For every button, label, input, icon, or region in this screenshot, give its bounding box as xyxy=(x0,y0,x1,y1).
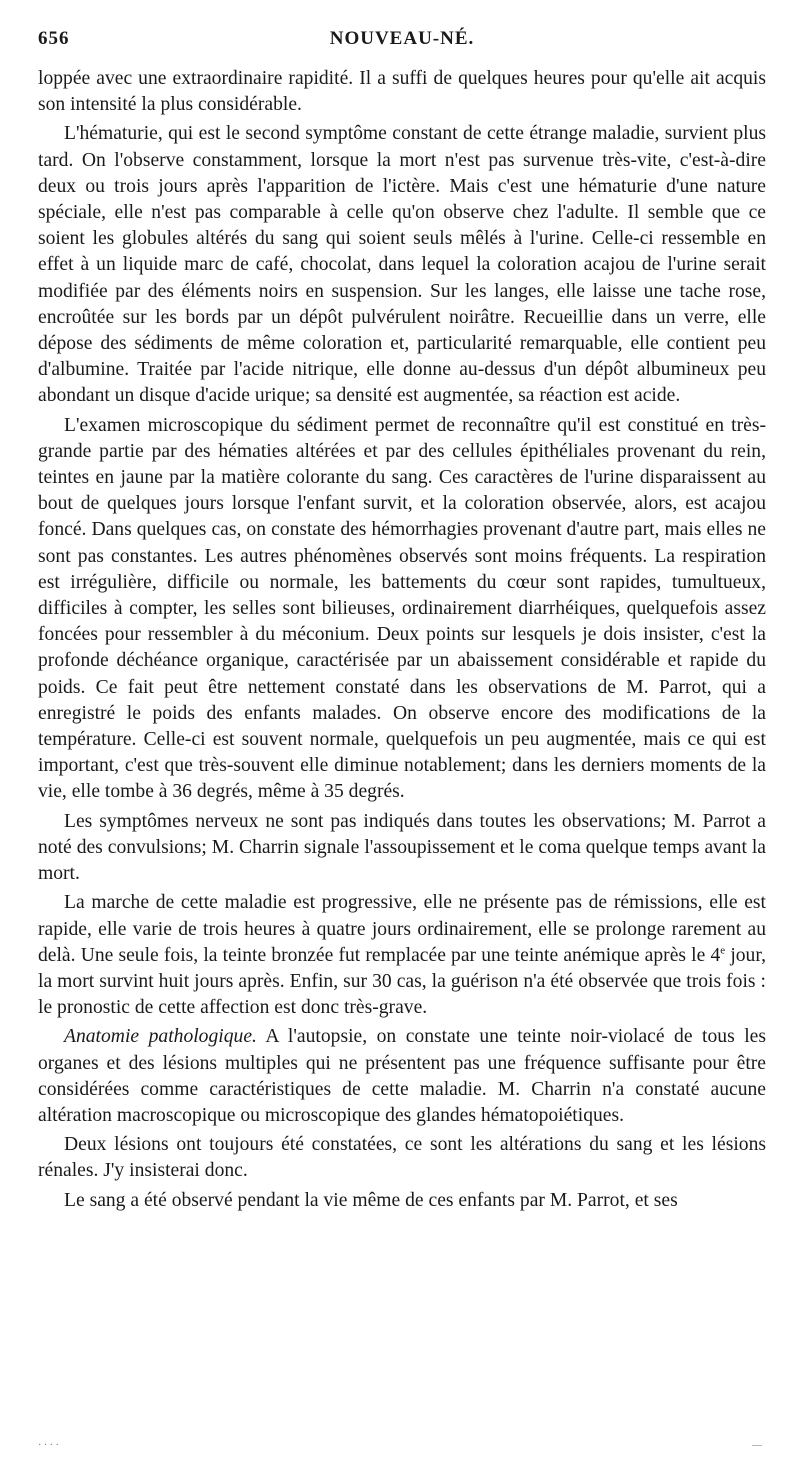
section-heading: Anatomie pathologique. xyxy=(64,1026,257,1048)
page xyxy=(38,28,766,1217)
disease-course-text: La marche de cette maladie est progressive, elle ne présente pas de rémissions, elle est rapide, elle varie de trois heures à quatre jours ordinairement, elle se prolonge rarement au delà. Une seule fois, la teinte bronzée fut remplacée par une teinte anémique après le 4 xyxy=(38,892,766,966)
body-text xyxy=(38,66,766,1214)
running-title: NOUVEAU-NÉ. xyxy=(329,28,475,49)
footer-marks xyxy=(38,1440,762,1451)
paragraph-blood: Le sang a été observé pendant la vie même de ces enfants par M. Parrot, et ses xyxy=(64,1189,678,1211)
paragraph-disease-course xyxy=(38,890,766,1021)
paragraph-two-lesions: Deux lésions ont toujours été constatées, ce sont les altérations du sang et les lésions rénales. J'y insisterai donc. xyxy=(38,1134,766,1182)
footer-right-mark: — xyxy=(752,1440,762,1451)
running-head xyxy=(38,28,766,56)
footer-left-mark: · · · · xyxy=(38,1440,59,1451)
paragraph-pathological-anatomy xyxy=(38,1024,766,1129)
page-number: 656 xyxy=(38,28,70,49)
disease-course-tail: jour, la mort survint huit jours après. Enfin, sur 30 cas, la guérison n'a été observée que trois fois : le pronostic de cette affection est donc très-grave. xyxy=(38,944,766,1019)
paragraph-nervous-symptoms: Les symptômes nerveux ne sont pas indiqués dans toutes les observations; M. Parrot a noté des convulsions; M. Charrin signale l'assoupissement et le coma quelque temps avant la mort. xyxy=(38,810,766,885)
paragraph-hematuria: L'hématurie, qui est le second symptôme constant de cette étrange maladie, survient plus tard. On l'observe constamment, lorsque la mort n'est pas survenue très-vite, c'est-à-dire deux ou trois jours après l'apparition de l'ictère. Mais c'est une hématurie d'une nature spéciale, elle n'est pas comparable à celle qu'on observe chez l'adulte. Il semble que ce soient les globules altérés du sang qui soient seuls mêlés à l'urine. Celle-ci ressemble en effet à un liquide marc de café, chocolat, dans lequel la coloration acajou de l'urine serait modifiée par des éléments noirs en suspension. Sur les langes, elle laisse une tache rose, encroûtée sur les bords par un dépôt pulvérulent noirâtre. Recueillie dans un verre, elle dépose des sédiments de même coloration et, particularité remarquable, elle contient peu d'albumine. Traitée par l'acide nitrique, elle donne au-dessus d'un dépôt albumineux peu abondant un disque d'acide urique; sa densité est augmentée, sa réaction est acide. xyxy=(38,123,766,407)
pathological-anatomy-text: A l'autopsie, on constate une teinte noir-violacé de tous les organes et des lésions multiples qui ne présentent pas une fréquence suffisante pour être considérées comme caractéristiques de cette maladie. M. Charrin n'a constaté aucune altération macroscopique ou microscopique des glandes hématopoiétiques. xyxy=(38,1026,767,1126)
ordinal-superscript: e xyxy=(720,944,726,957)
paragraph-continuation: loppée avec une extraordinaire rapidité. Il a suffi de quelques heures pour qu'elle ait acquis son intensité la plus considérable. xyxy=(38,68,766,116)
paragraph-microscopic-exam: L'examen microscopique du sédiment permet de reconnaître qu'il est constitué en très-grande partie par des hématies altérées et par des cellules épithéliales provenant du rein, teintes en jaune par la matière colorante du sang. Ces caractères de l'urine disparaissent au bout de quelques jours lorsque l'enfant survit, et la coloration observée, alors, est acajou foncé. Dans quelques cas, on constate des hémorrhagies provenant d'autre part, mais elles ne sont pas constantes. Les autres phénomènes observés sont moins fréquents. La respiration est irrégulière, difficile ou normale, les battements du cœur sont rapides, tumultueux, difficiles à compter, les selles sont bilieuses, ordinairement diarrhéiques, quelquefois assez foncées pour ressembler à du méconium. Deux points sur lesquels je dois insister, c'est la profonde déchéance organique, caractérisée par un abaissement considérable et rapide du poids. Ce fait peut être nettement constaté dans les observations de M. Parrot, qui a enregistré le poids des enfants malades. On observe encore des modifications de la température. Celle-ci est souvent normale, quelquefois un peu augmentée, mais ce qui est important, c'est que très-souvent elle diminue notablement; dans les derniers moments de la vie, elle tombe à 36 degrés, même à 35 degrés. xyxy=(38,414,766,803)
